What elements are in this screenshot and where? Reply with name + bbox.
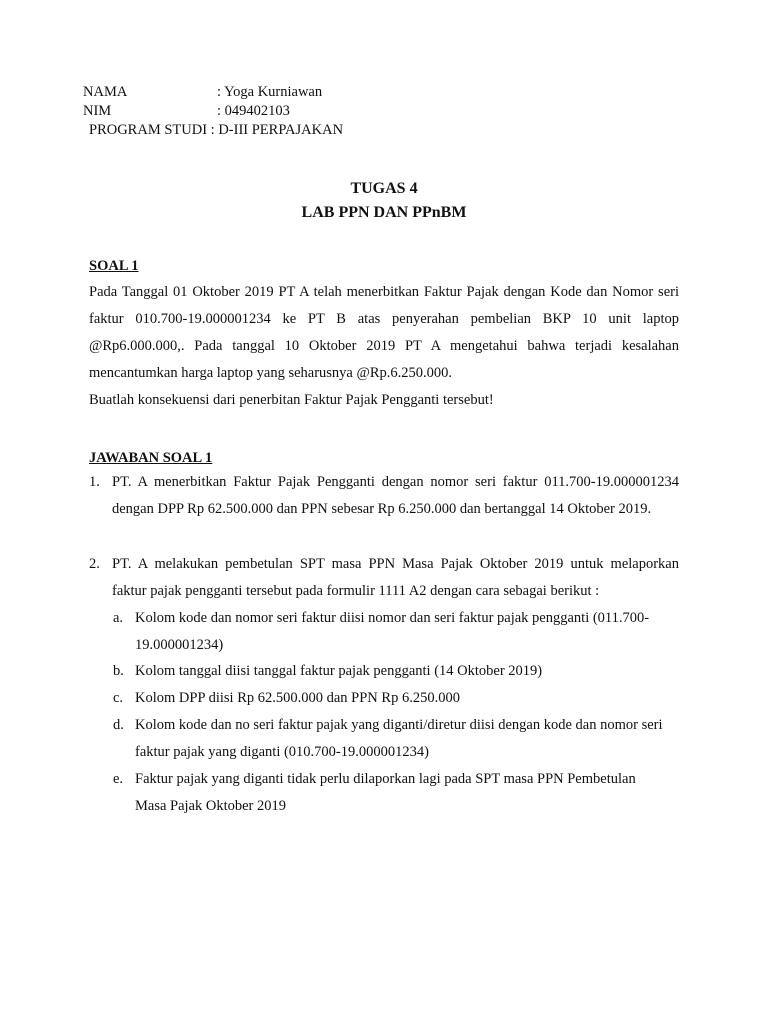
- soal1-heading: SOAL 1: [89, 258, 139, 274]
- answer-line: Kolom kode dan no seri faktur pajak yang diganti/diretur diisi dengan kode dan nomor seri: [135, 717, 663, 733]
- answer-line: Kolom tanggal diisi tanggal faktur pajak pengganti (14 Oktober 2019): [135, 663, 543, 679]
- answer-item-2: [89, 551, 679, 605]
- list-marker: d.: [113, 717, 124, 733]
- header-nim-row: [83, 102, 290, 121]
- answer-subitem-e: [113, 766, 679, 820]
- header-nama-row: [83, 83, 322, 102]
- answer-line: faktur pajak pengganti tersebut pada formulir 1111 A2 dengan cara sebagai berikut :: [112, 583, 600, 599]
- soal1-paragraph: [89, 279, 679, 414]
- prodi-label: PROGRAM STUDI: [89, 122, 208, 138]
- answer-line: Masa Pajak Oktober 2019: [135, 798, 287, 814]
- soal1-line: Buatlah konsekuensi dari penerbitan Faktur Pajak Pengganti tersebut!: [89, 392, 494, 408]
- answer-line: faktur pajak yang diganti (010.700-19.000001234): [135, 744, 429, 760]
- list-marker: e.: [113, 771, 124, 787]
- answer-line: dengan DPP Rp 62.500.000 dan PPN sebesar Rp 6.250.000 dan bertanggal 14 Oktober 2019.: [112, 501, 652, 517]
- doc-title-line2: LAB PPN DAN PPnBM: [301, 204, 467, 221]
- answer-line: Kolom DPP diisi Rp 62.500.000 dan PPN Rp 6.250.000: [135, 690, 460, 706]
- list-marker: b.: [113, 663, 124, 679]
- soal1-line: @Rp6.000.000,. Pada tanggal 10 Oktober 2019 PT A mengetahui bahwa terjadi kesalahan: [89, 338, 679, 354]
- answer-subitem-c: [113, 685, 679, 712]
- nim-label: NIM: [83, 103, 112, 119]
- answer-line: PT. A menerbitkan Faktur Pajak Pengganti dengan nomor seri faktur 011.700-19.000001234: [112, 474, 679, 490]
- jawaban1-heading: JAWABAN SOAL 1: [89, 450, 213, 466]
- soal1-line: faktur 010.700-19.000001234 ke PT B atas penyerahan pembelian BKP 10 unit laptop: [89, 311, 679, 327]
- list-marker: a.: [113, 610, 124, 626]
- answer-item-1: [89, 469, 679, 523]
- answer-line: 19.000001234): [135, 637, 224, 653]
- answer-line: PT. A melakukan pembetulan SPT masa PPN Masa Pajak Oktober 2019 untuk melaporkan: [112, 556, 679, 572]
- list-marker: c.: [113, 690, 124, 706]
- soal1-line: mencantumkan harga laptop yang seharusnya @Rp.6.250.000.: [89, 365, 453, 381]
- prodi-value: : D-III PERPAJAKAN: [207, 122, 344, 138]
- header-prodi-row: [89, 121, 343, 140]
- list-marker: 1.: [89, 474, 100, 490]
- soal1-line: Pada Tanggal 01 Oktober 2019 PT A telah menerbitkan Faktur Pajak dengan Kode dan Nomor seri: [89, 284, 679, 300]
- nama-value: : Yoga Kurniawan: [217, 84, 323, 100]
- doc-title-line1: TUGAS 4: [350, 180, 418, 197]
- answer-subitem-a: [113, 605, 679, 659]
- nim-value: : 049402103: [217, 103, 290, 119]
- answer-subitem-b: [113, 658, 679, 685]
- answer-line: Faktur pajak yang diganti tidak perlu dilaporkan lagi pada SPT masa PPN Pembetulan: [135, 771, 636, 787]
- list-marker: 2.: [89, 556, 100, 572]
- nama-label: NAMA: [83, 84, 128, 100]
- answer-subitem-d: [113, 712, 679, 766]
- answer-line: Kolom kode dan nomor seri faktur diisi nomor dan seri faktur pajak pengganti (011.700-: [135, 610, 650, 626]
